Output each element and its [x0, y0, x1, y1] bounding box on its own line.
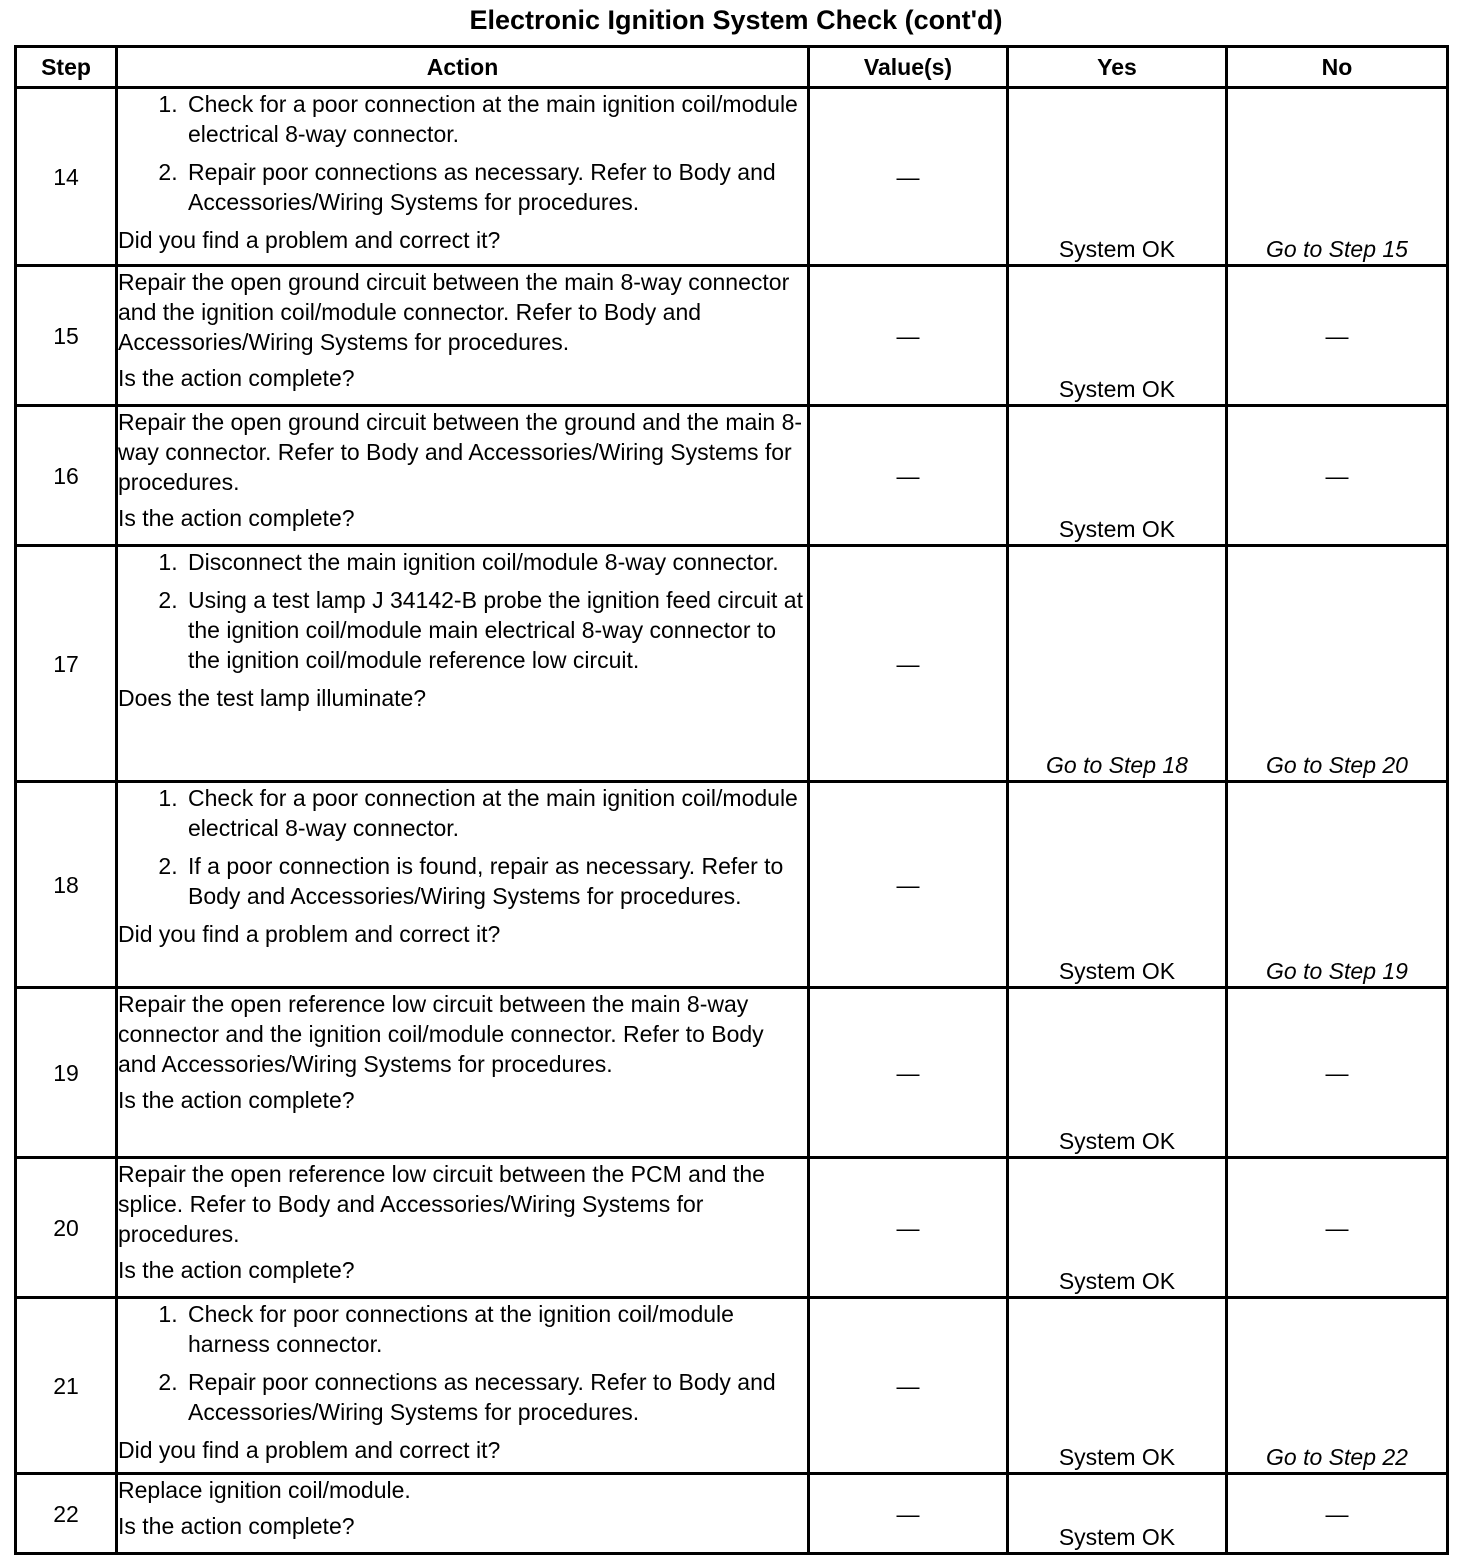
no-result: Go to Step 22 [1227, 1298, 1448, 1474]
table-row [16, 266, 1448, 406]
action-step: 2. Repair poor connections as necessary. Refer to Body and Accessories/Wiring Systems for procedures. [184, 157, 807, 217]
value-cell: — [809, 1298, 1008, 1474]
action-step: 2. If a poor connection is found, repair as necessary. Refer to Body and Accessories/Wiring Systems for procedures. [184, 851, 807, 911]
step-number: 15 [16, 266, 117, 406]
step-number: 18 [16, 782, 117, 988]
action-text: Repair the open ground circuit between the ground and the main 8-way connector. Refer to Body and Accessories/Wiring Systems for procedures. [118, 409, 803, 495]
header-yes: Yes [1008, 47, 1227, 88]
value-cell: — [809, 1474, 1008, 1554]
step-number: 20 [16, 1158, 117, 1298]
header-no: No [1227, 47, 1448, 88]
header-step: Step [16, 47, 117, 88]
step-number: 17 [16, 546, 117, 782]
action-cell [117, 266, 809, 406]
step-number: 21 [16, 1298, 117, 1474]
action-step: 2. Repair poor connections as necessary. Refer to Body and Accessories/Wiring Systems for procedures. [184, 1367, 807, 1427]
action-cell [117, 1158, 809, 1298]
action-step: 1. Disconnect the main ignition coil/module 8-way connector. [184, 547, 807, 577]
yes-result: Go to Step 18 [1008, 546, 1227, 782]
action-cell [117, 782, 809, 988]
action-cell [117, 88, 809, 266]
action-question: Did you find a problem and correct it? [118, 1437, 501, 1463]
action-cell [117, 406, 809, 546]
header-row [16, 47, 1448, 88]
action-steps [118, 547, 807, 675]
yes-result: System OK [1008, 88, 1227, 266]
action-steps [118, 783, 807, 911]
no-result: — [1227, 406, 1448, 546]
page-title: Electronic Ignition System Check (cont'd) [469, 5, 1003, 35]
table-row [16, 988, 1448, 1158]
action-question: Is the action complete? [118, 1513, 355, 1539]
action-step: 2. Using a test lamp J 34142-B probe the ignition feed circuit at the ignition coil/module main electrical 8-way connector to the ignition coil/module reference low circuit. [184, 585, 807, 675]
action-cell [117, 988, 809, 1158]
action-question: Is the action complete? [118, 505, 355, 531]
yes-result: System OK [1008, 1474, 1227, 1554]
step-number: 22 [16, 1474, 117, 1554]
yes-result: System OK [1008, 266, 1227, 406]
no-result: Go to Step 20 [1227, 546, 1448, 782]
header-values: Value(s) [809, 47, 1008, 88]
action-question: Did you find a problem and correct it? [118, 227, 501, 253]
step-number: 16 [16, 406, 117, 546]
value-cell: — [809, 782, 1008, 988]
no-result: Go to Step 19 [1227, 782, 1448, 988]
action-question: Is the action complete? [118, 365, 355, 391]
header-action: Action [117, 47, 809, 88]
action-question: Is the action complete? [118, 1087, 355, 1113]
action-cell [117, 1474, 809, 1554]
action-text: Repair the open ground circuit between the main 8-way connector and the ignition coil/module connector. Refer to Body and Accessories/Wiring Systems for procedures. [118, 269, 790, 355]
value-cell: — [809, 88, 1008, 266]
action-steps [118, 89, 807, 217]
value-cell: — [809, 406, 1008, 546]
action-text: Replace ignition coil/module. [118, 1477, 411, 1503]
action-cell [117, 546, 809, 782]
value-cell: — [809, 266, 1008, 406]
table-row [16, 406, 1448, 546]
yes-result: System OK [1008, 782, 1227, 988]
action-cell [117, 1298, 809, 1474]
action-text: Repair the open reference low circuit between the PCM and the splice. Refer to Body and Accessories/Wiring Systems for procedures. [118, 1161, 765, 1247]
no-result: — [1227, 988, 1448, 1158]
action-question: Does the test lamp illuminate? [118, 685, 427, 711]
yes-result: System OK [1008, 988, 1227, 1158]
yes-result: System OK [1008, 406, 1227, 546]
step-number: 19 [16, 988, 117, 1158]
action-question: Did you find a problem and correct it? [118, 921, 501, 947]
table-row [16, 88, 1448, 266]
value-cell: — [809, 1158, 1008, 1298]
action-step: 1. Check for a poor connection at the main ignition coil/module electrical 8-way connector. [184, 89, 807, 149]
step-number: 14 [16, 88, 117, 266]
action-step: 1. Check for a poor connection at the main ignition coil/module electrical 8-way connector. [184, 783, 807, 843]
table-row [16, 782, 1448, 988]
action-steps [118, 1299, 807, 1427]
value-cell: — [809, 546, 1008, 782]
yes-result: System OK [1008, 1158, 1227, 1298]
yes-result: System OK [1008, 1298, 1227, 1474]
action-step: 1. Check for poor connections at the ignition coil/module harness connector. [184, 1299, 807, 1359]
no-result: Go to Step 15 [1227, 88, 1448, 266]
table-row [16, 1474, 1448, 1554]
action-question: Is the action complete? [118, 1257, 355, 1283]
table-row [16, 1158, 1448, 1298]
value-cell: — [809, 988, 1008, 1158]
table-row [16, 546, 1448, 782]
no-result: — [1227, 1474, 1448, 1554]
no-result: — [1227, 1158, 1448, 1298]
ignition-check-table [14, 45, 1449, 1555]
table-row [16, 1298, 1448, 1474]
action-text: Repair the open reference low circuit between the main 8-way connector and the ignition coil/module connector. Refer to Body and Accessories/Wiring Systems for procedures. [118, 991, 764, 1077]
no-result: — [1227, 266, 1448, 406]
